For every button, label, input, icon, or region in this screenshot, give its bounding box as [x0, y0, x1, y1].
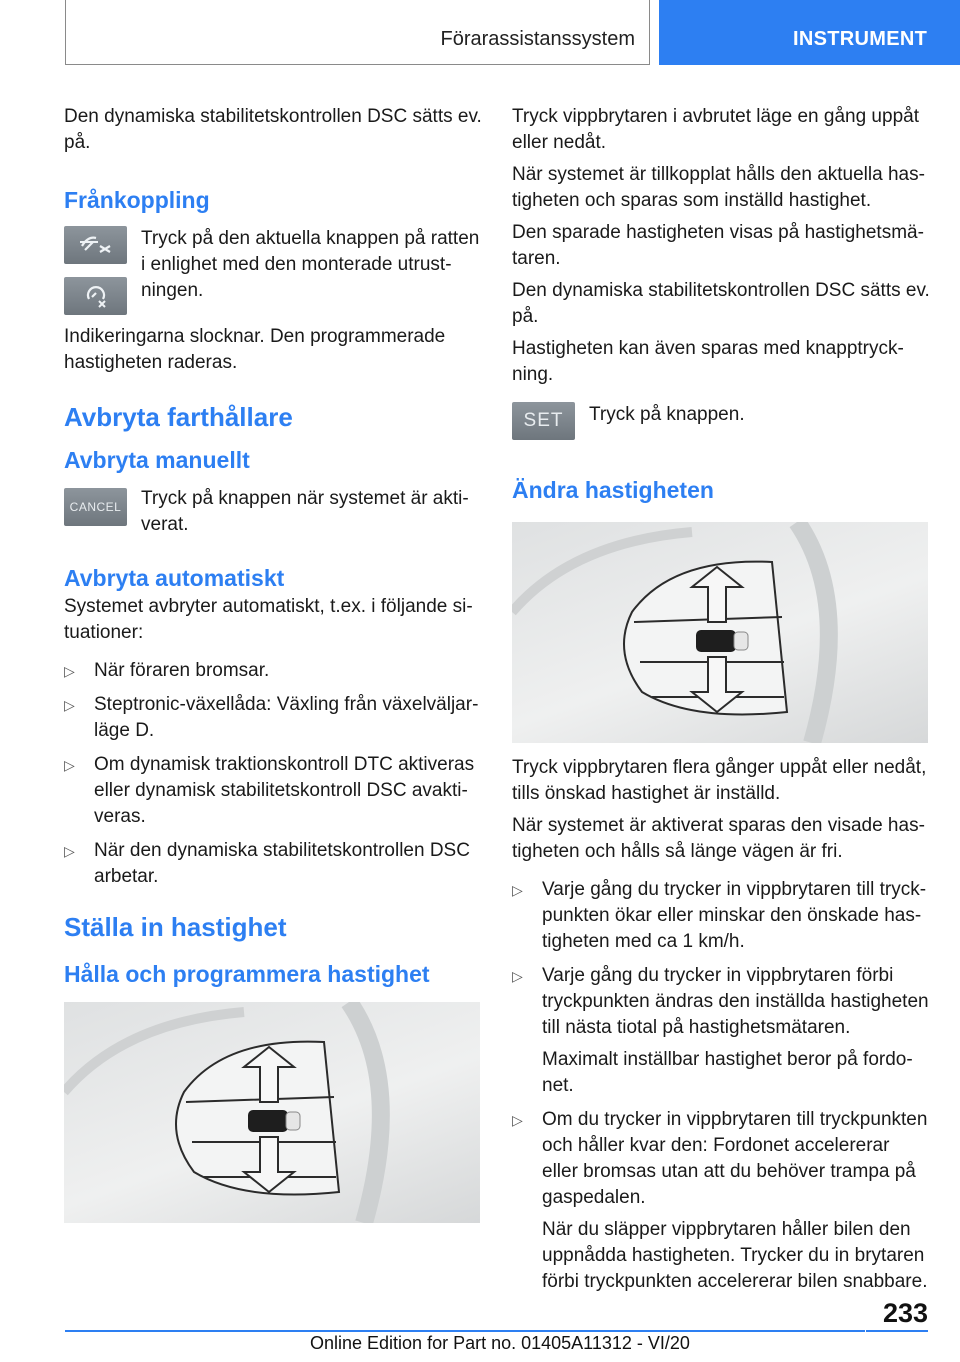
- right-p7: När systemet är aktiverat sparas den visade hastigheten och hålls så länge vägen är fri.: [512, 815, 925, 862]
- set-text: Tryck på knappen.: [589, 404, 745, 425]
- manuellt-text: Tryck på knappen när systemet är aktiverat.: [141, 488, 469, 535]
- steering-wheel-photo: [64, 1002, 480, 1223]
- triangle-bullet-icon: ▷: [512, 882, 523, 898]
- right-p2: När systemet är tillkopplat hålls den aktuella hastigheten och sparas som inställd hastighet.: [512, 164, 925, 211]
- cancel-button-icon: [64, 488, 127, 526]
- header-tab[interactable]: [659, 0, 960, 65]
- right-p4: Den dynamiska stabilitetskontrollen DSC sätts ev. på.: [512, 280, 930, 327]
- triangle-bullet-icon: ▷: [512, 968, 523, 984]
- heading-franloppling: Frånkoppling: [64, 187, 210, 213]
- franloppling-row: [64, 226, 482, 318]
- triangle-bullet-icon: ▷: [512, 1112, 523, 1128]
- cancel-row: [64, 486, 482, 542]
- right-column: [512, 104, 930, 1303]
- page-number: 233: [882, 1298, 928, 1328]
- list-item: ▷ Varje gång du trycker in vippbrytaren förbi tryckpunkten ändras den inställda hastigheten till nästa tiotal på hastighetsmätaren. Maximalt inställbar hastighet beror på fordonet.: [512, 963, 930, 1099]
- header-tab-label: INSTRUMENT: [793, 28, 928, 50]
- list-item: ▷ När den dynamiska stabilitetskontrollen DSC arbetar.: [64, 840, 470, 887]
- triangle-bullet-icon: ▷: [64, 757, 75, 773]
- franloppling-text: Tryck på den aktuella knappen på ratten i enlighet med den monterade utrustningen.: [141, 228, 480, 301]
- list-item: ▷ Om dynamisk traktionskontroll DTC aktiveras eller dynamisk stabilitetskontroll DSC avaktiveras.: [64, 754, 475, 827]
- heading-manuellt: Avbryta manuellt: [64, 447, 250, 473]
- set-button-icon: [512, 402, 575, 440]
- header-section-title: Förarassistanssystem: [440, 28, 635, 50]
- triangle-bullet-icon: ▷: [64, 843, 75, 859]
- bullet-subtext: Maximalt inställbar hastighet beror på fordonet.: [542, 1049, 913, 1096]
- auto-cancel-list: [64, 658, 482, 890]
- heading-automatiskt: Avbryta automatiskt: [64, 565, 285, 591]
- triangle-bullet-icon: ▷: [64, 663, 75, 679]
- list-item: ▷ Om du trycker in vippbrytaren till tryckpunkten och håller kvar den: Fordonet accelererar eller bromsas utan att du behöver trampa på gaspedalen. När du släpper vippbrytaren håller bilen den uppnådda hastigheten. Trycker du in brytaren förbi tryckpunkten accelererar bilen snabbare.: [512, 1107, 930, 1295]
- speed-change-list: [512, 877, 930, 1295]
- list-item: ▷ När föraren bromsar.: [64, 658, 482, 684]
- footer-edition: Online Edition for Part no. 01405A11312 - VI/20: [310, 1333, 690, 1353]
- footer-divider: [65, 1330, 865, 1332]
- heading-stalla: Ställa in hastighet: [64, 912, 287, 942]
- cruise-control-button-icon: [64, 226, 127, 264]
- right-p3: Den sparade hastigheten visas på hastighetsmätaren.: [512, 222, 924, 269]
- speed-limiter-button-icon: [64, 277, 127, 315]
- header-section-box: [65, 0, 650, 65]
- bullet-subtext: När du släpper vippbrytaren håller bilen den uppnådda hastigheten. Trycker du in brytaren förbi tryckpunkten accelererar bilen snabbare.: [542, 1219, 928, 1292]
- heading-avbryta: Avbryta farthållare: [64, 402, 293, 432]
- indicators-text: Indikeringarna slocknar. Den programmerade hastigheten raderas.: [64, 326, 446, 373]
- footer-divider-short: [866, 1330, 928, 1332]
- automatiskt-text: Systemet avbryter automatiskt, t.ex. i följande situationer:: [64, 596, 473, 643]
- list-item: ▷ Varje gång du trycker in vippbrytaren till tryckpunkten ökar eller minskar den önskade hastigheten med ca 1 km/h.: [512, 879, 927, 952]
- cancel-button-label: CANCEL: [69, 500, 122, 514]
- right-p1: Tryck vippbrytaren i avbrutet läge en gång uppåt eller nedåt.: [512, 106, 919, 153]
- heading-halla: Hålla och programmera hastighet: [64, 961, 430, 987]
- left-column: [64, 104, 482, 1223]
- heading-andra: Ändra hastigheten: [512, 477, 714, 503]
- list-item: ▷ Steptronic-växellåda: Växling från växelväljarläge D.: [64, 694, 479, 741]
- steering-wheel-photo-2: [512, 522, 928, 743]
- intro-text: Den dynamiska stabilitetskontrollen DSC sätts ev. på.: [64, 106, 482, 153]
- set-button-label: SET: [523, 410, 564, 431]
- set-row: [512, 402, 930, 454]
- right-p5: Hastigheten kan även sparas med knapptryckning.: [512, 338, 904, 385]
- right-p6: Tryck vippbrytaren flera gånger uppåt eller nedåt, tills önskad hastighet är inställd.: [512, 757, 927, 804]
- triangle-bullet-icon: ▷: [64, 697, 75, 713]
